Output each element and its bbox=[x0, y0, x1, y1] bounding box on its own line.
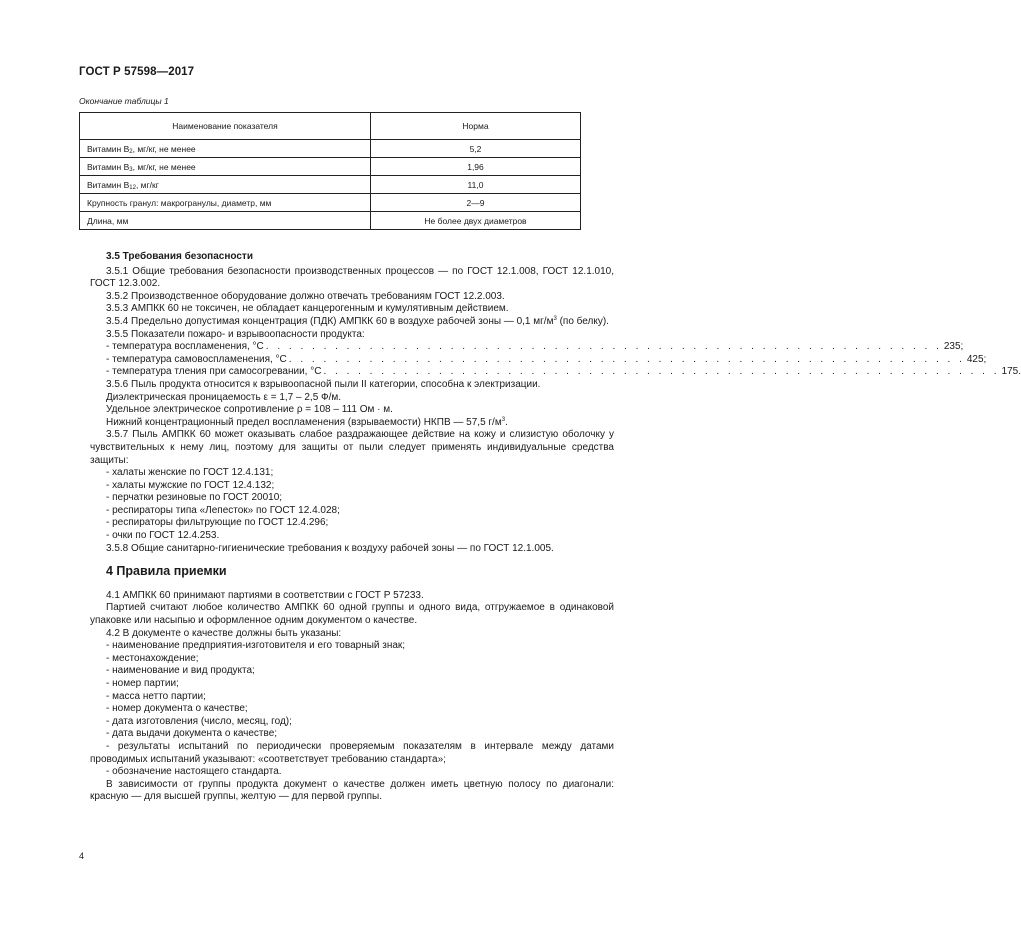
table-cell-value: Не более двух диаметров bbox=[371, 212, 581, 230]
table-cell-value: 5,2 bbox=[371, 140, 581, 158]
list-item: - наименование предприятия-изготовителя и его товарный знак; bbox=[106, 640, 406, 652]
paragraph-3-5-6: 3.5.6 Пыль продукта относится к взрывоопасной пыли II категории, способна к электризации. bbox=[106, 378, 541, 390]
list-item: - халаты женские по ГОСТ 12.4.131; bbox=[106, 467, 274, 479]
document-code-header: ГОСТ Р 57598—2017 bbox=[79, 66, 195, 78]
paragraph-3-5-2: 3.5.2 Производственное оборудование должно отвечать требованиям ГОСТ 12.2.003. bbox=[106, 290, 505, 302]
table-cell-name: Витамин $В_3$, мг/кг, не менее bbox=[80, 158, 371, 176]
paragraph-4-2: 4.2 В документе о качестве должны быть указаны: bbox=[106, 627, 342, 639]
list-item: - перчатки резиновые по ГОСТ 20010; bbox=[106, 492, 283, 504]
list-item: - местонахождение; bbox=[106, 652, 199, 664]
table-cell-value: 11,0 bbox=[371, 176, 581, 194]
leader-dots: . . . . . . . . . . . . . . . . . . . . . . . . . . . . . . . . . . . . . . . . . . . . . . . . . . . . . . . . . . . bbox=[288, 353, 965, 365]
table-cell-name: Витамин $В_{12}$, мг/кг bbox=[80, 176, 371, 194]
dotted-row-autoignition-temp: - температура самовоспламенения, °С . . . . . . . . . . . . . . . . . . . . . . . . . . . . . . . . . . . . . . . . . . . . . . . . . . . . . . . . . . . 425; bbox=[106, 353, 987, 365]
leader-dots: . . . . . . . . . . . . . . . . . . . . . . . . . . . . . . . . . . . . . . . . . . . . . . . . . . . . . . . . . . . bbox=[265, 341, 942, 353]
table-row bbox=[80, 176, 581, 194]
table-header-row bbox=[80, 113, 581, 140]
dotted-row-ignition-temp: - температура воспламенения, °С . . . . . . . . . . . . . . . . . . . . . . . . . . . . . . . . . . . . . . . . . . . . . . . . . . . . . . . . . . . 235; bbox=[106, 341, 964, 353]
list-item: - респираторы типа «Лепесток» по ГОСТ 12.4.028; bbox=[106, 504, 340, 516]
paragraph-3-5-4: 3.5.4 Предельно допустимая концентрация (ПДК) АМПКК 60 в воздухе рабочей зоны — 0,1 $мг/м^3$ (по белку). bbox=[106, 315, 609, 327]
table-row bbox=[80, 158, 581, 176]
table-cell-name: Длина, мм bbox=[80, 212, 371, 230]
list-item: - номер партии; bbox=[106, 678, 179, 689]
paragraph-color-stripe: В зависимости от группы продукта документ о качестве должен иметь цветную полосу по диагонали: красную — для высшей группы, желтую — для первой группы. bbox=[90, 778, 614, 803]
paragraph-4-1: 4.1 АМПКК 60 принимают партиями в соответствии с ГОСТ Р 57233. bbox=[106, 589, 424, 601]
paragraph-3-5-8: 3.5.8 Общие санитарно-гигиенические требования к воздуху рабочей зоны — по ГОСТ 12.1.005. bbox=[106, 542, 554, 554]
paragraph-batch: Партией считают любое количество АМПКК 60 одной группы и одного вида, отгружаемое в одинаковой упаковке или насыпью и оформленное одним документом о качестве. bbox=[90, 602, 614, 627]
dotted-row-smoldering-temp: - температура тления при самосогревании, °С . . . . . . . . . . . . . . . . . . . . . . . . . . . . . . . . . . . . . . . . . . . . . . . . . . . . . . . . . . . 175. bbox=[106, 366, 1021, 378]
table-cell-value: 2—9 bbox=[371, 194, 581, 212]
list-item: - наименование и вид продукта; bbox=[106, 665, 255, 677]
paragraph-3-5-5: 3.5.5 Показатели пожаро- и взрывоопасности продукта: bbox=[106, 328, 365, 340]
column-header-name: Наименование показателя bbox=[80, 113, 371, 140]
paragraph-test-results: - результаты испытаний по периодически проверяемым показателям в интервале между датами проводимых испытаний указывают: «соответствует требованию стандарта»; bbox=[90, 740, 614, 765]
paragraph-resistivity: Удельное электрическое сопротивление ρ = 108 – 111 Ом · м. bbox=[106, 404, 393, 416]
document-body bbox=[90, 251, 1021, 804]
paragraph-dielectric: Диэлектрическая проницаемость ε = 1,7 – 2,5 Ф/м. bbox=[106, 391, 342, 403]
list-item: - дата выдачи документа о качестве; bbox=[106, 728, 278, 740]
section-4-title: 4 Правила приемки bbox=[106, 564, 227, 579]
table-row bbox=[80, 212, 581, 230]
list-item: - очки по ГОСТ 12.4.253. bbox=[106, 530, 220, 542]
column-header-norm: Норма bbox=[371, 113, 581, 140]
list-item: - обозначение настоящего стандарта. bbox=[106, 766, 282, 778]
table-row bbox=[80, 194, 581, 212]
table-cell-name: Витамин $В_2$, мг/кг, не менее bbox=[80, 140, 371, 158]
paragraph-3-5-7: 3.5.7 Пыль АМПКК 60 может оказывать слабое раздражающее действие на кожу и слизистую оболочку у чувствительных к нему лиц, поэтому для защиты от пыли следует применять индивидуальные средства защиты: bbox=[90, 429, 614, 466]
list-item: - масса нетто партии; bbox=[106, 690, 206, 702]
table-row bbox=[80, 140, 581, 158]
paragraph-3-5-1: 3.5.1 Общие требования безопасности производственных процессов — по ГОСТ 12.1.008, ГОСТ 12.1.010, ГОСТ 12.3.002. bbox=[90, 265, 614, 290]
list-item: - дата изготовления (число, месяц, год); bbox=[106, 715, 292, 727]
paragraph-lel: Нижний концентрационный предел воспламенения (взрываемости) НКПВ — 57,5 $г/м^3$. bbox=[106, 416, 508, 428]
paragraph-3-5-3: 3.5.3 АМПКК 60 не токсичен, не обладает канцерогенным и кумулятивным действием. bbox=[106, 303, 509, 315]
list-item: - респираторы фильтрующие по ГОСТ 12.4.296; bbox=[106, 517, 329, 529]
table-cell-value: 1,96 bbox=[371, 158, 581, 176]
section-3-5-title: 3.5 Требования безопасности bbox=[106, 251, 253, 262]
page-number: 4 bbox=[79, 851, 85, 861]
indicators-table bbox=[79, 112, 581, 230]
leader-dots: . . . . . . . . . . . . . . . . . . . . . . . . . . . . . . . . . . . . . . . . . . . . . . . . . . . . . . . . . . . bbox=[323, 366, 1000, 378]
table-caption: Окончание таблицы 1 bbox=[79, 96, 169, 106]
table-cell-name: Крупность гранул: макрогранулы, диаметр, мм bbox=[80, 194, 371, 212]
list-item: - халаты мужские по ГОСТ 12.4.132; bbox=[106, 479, 275, 491]
list-item: - номер документа о качестве; bbox=[106, 703, 248, 715]
